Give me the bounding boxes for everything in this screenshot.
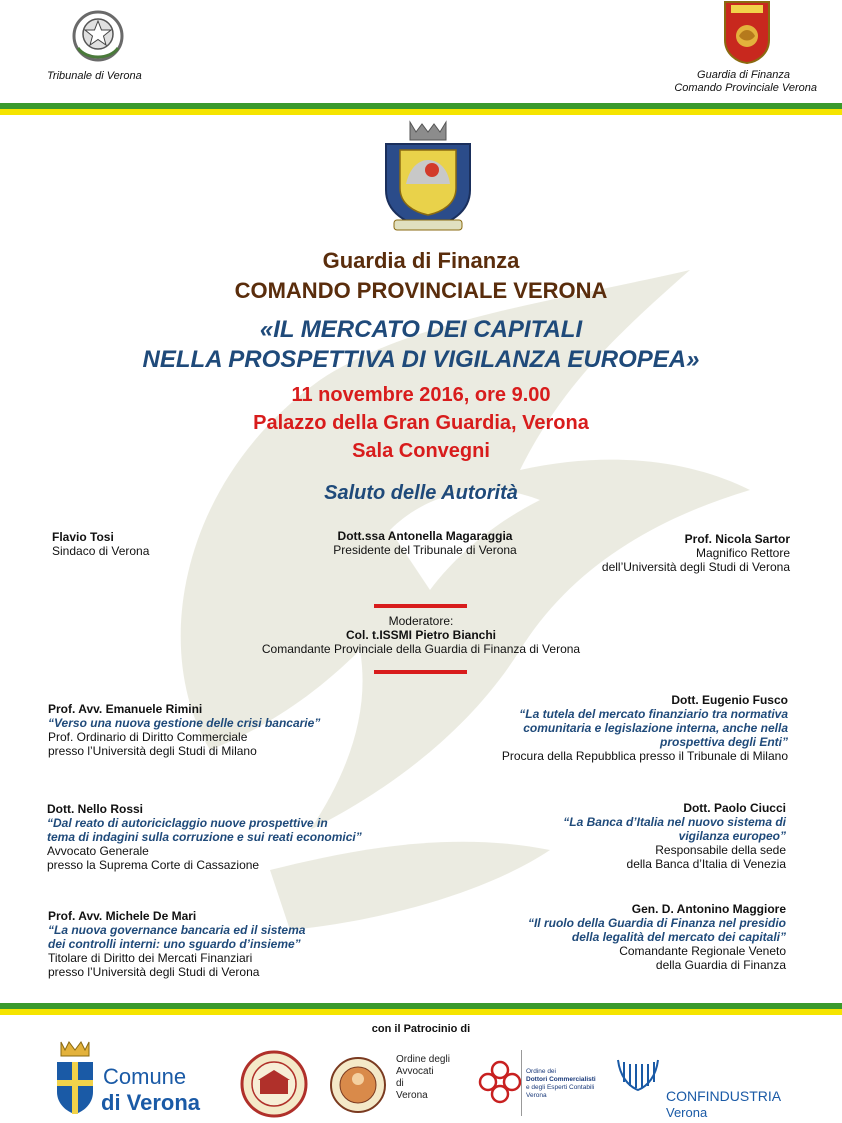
speaker-role: Comandante Regionale Veneto [619, 944, 786, 958]
avvocati-line: Verona [396, 1090, 428, 1101]
event-date: 11 novembre 2016, ore 9.00 [291, 384, 551, 406]
event-title-2: NELLA PROSPETTIVA DI VIGILANZA EUROPEA» [142, 346, 700, 373]
gdf-caption-2: Comando Provinciale Verona [674, 82, 817, 94]
comune-verona-logo [55, 1040, 225, 1118]
speaker-name: Dott. Paolo Ciucci [683, 801, 786, 815]
moderator-block [0, 614, 842, 656]
speaker-talk-title: “La nuova governance bancaria ed il sistema [48, 923, 306, 937]
event-venue: Palazzo della Gran Guardia, Verona [253, 412, 589, 434]
comune-crest-icon [55, 1040, 95, 1116]
authority-name: Flavio Tosi [52, 530, 114, 544]
republic-emblem [72, 8, 124, 64]
comando-coat-of-arms [380, 120, 476, 234]
moderator-role: Comandante Provinciale della Guardia di Finanza di Verona [261, 642, 581, 656]
speaker-fusco [388, 693, 788, 763]
moderator-name: Col. t.ISSMI Pietro Bianchi [345, 628, 497, 642]
speaker-talk-title: “Il ruolo della Guardia di Finanza nel presidio [527, 916, 786, 930]
ordine-avvocati-logo [330, 1052, 450, 1118]
dottori-divider [521, 1050, 522, 1116]
moderator-bottom-divider [374, 670, 467, 674]
greetings-heading: Saluto delle Autorità [324, 482, 518, 504]
avvocati-line: Avvocati [396, 1066, 434, 1077]
speaker-role: Prof. Ordinario di Diritto Commerciale [48, 730, 248, 744]
university-seal [240, 1050, 308, 1118]
speaker-talk-title: “La tutela del mercato finanziario tra normativa [519, 707, 788, 721]
speaker-role: Procura della Repubblica presso il Tribunale di Milano [501, 749, 788, 763]
authority-name: Dott.ssa Antonella Magaraggia [337, 529, 513, 543]
speaker-talk-title: comunitaria e legislazione interna, anche nella [523, 721, 788, 735]
speaker-talk-title: “Verso una nuova gestione delle crisi bancarie” [48, 716, 321, 730]
speaker-rimini [48, 702, 408, 758]
gdf-caption-1: Guardia di Finanza [697, 69, 790, 81]
event-room: Sala Convegni [352, 440, 490, 462]
speaker-talk-title: tema di indagini sulla corruzione e sui reati economici” [47, 830, 362, 844]
dottori-commercialisti-logo [478, 1050, 603, 1116]
authority-role: dell’Università degli Studi di Verona [601, 560, 790, 574]
authority-magaraggia [300, 529, 550, 557]
dottori-text [526, 1068, 596, 1100]
gdf-crest [723, 0, 771, 64]
confindustria-city: Verona [666, 1105, 708, 1120]
comune-label-2: di Verona [101, 1090, 201, 1115]
speaker-ciucci [386, 801, 786, 871]
dottori-line: Ordine dei [526, 1068, 556, 1075]
watermark-emblem [90, 230, 790, 990]
confindustria-label: CONFINDUSTRIA [666, 1088, 782, 1104]
speaker-maggiore [386, 902, 786, 972]
authority-role: Magnifico Rettore [695, 546, 790, 560]
speaker-name: Dott. Eugenio Fusco [671, 693, 788, 707]
patronage-label: con il Patrocinio di [371, 1023, 471, 1035]
speaker-role: della Guardia di Finanza [655, 958, 786, 972]
authority-tosi [52, 530, 149, 558]
speaker-role: della Banca d’Italia di Venezia [626, 857, 786, 871]
speaker-talk-title: prospettiva degli Enti” [659, 735, 788, 749]
moderator-top-divider [374, 604, 467, 608]
avvocati-text [396, 1054, 450, 1102]
speaker-role: presso l’Università degli Studi di Verona [48, 965, 260, 979]
dottori-knot-icon [478, 1060, 522, 1104]
avvocati-line: Ordine degli [396, 1054, 450, 1065]
bottom-stripe [0, 1003, 842, 1015]
speaker-role: presso l’Università degli Studi di Milano [48, 744, 257, 758]
authority-sartor [602, 532, 790, 574]
speaker-role: Responsabile della sede [655, 843, 786, 857]
authority-role: Presidente del Tribunale di Verona [333, 543, 517, 557]
top-stripe [0, 103, 842, 115]
speaker-role: presso la Suprema Corte di Cassazione [47, 858, 260, 872]
speaker-talk-title: vigilanza europeo” [678, 829, 786, 843]
title-line1: Guardia di Finanza [322, 248, 520, 273]
speaker-name: Dott. Nello Rossi [47, 802, 144, 816]
speaker-de-mari [48, 909, 408, 979]
tribunale-caption: Tribunale di Verona [47, 70, 142, 82]
speaker-role: Avvocato Generale [47, 844, 149, 858]
moderator-label: Moderatore: [388, 614, 454, 628]
speaker-talk-title: “La Banca d’Italia nel nuovo sistema di [563, 815, 786, 829]
speaker-talk-title: “Dal reato di autoriciclaggio nuove prospettive in [47, 816, 328, 830]
speaker-name: Gen. D. Antonino Maggiore [631, 902, 786, 916]
dottori-line: Dottori Commercialisti [526, 1076, 596, 1083]
dottori-line: e degli Esperti Contabili [526, 1084, 595, 1091]
event-title-1: «IL MERCATO DEI CAPITALI [259, 316, 583, 343]
speaker-role: Titolare di Diritto dei Mercati Finanziari [48, 951, 253, 965]
speaker-name: Prof. Avv. Emanuele Rimini [48, 702, 203, 716]
speaker-talk-title: della legalità del mercato dei capitali” [571, 930, 786, 944]
speaker-name: Prof. Avv. Michele De Mari [48, 909, 197, 923]
confindustria-logo [614, 1056, 794, 1120]
authority-role: Sindaco di Verona [52, 544, 150, 558]
avvocati-line: di [396, 1078, 404, 1089]
confindustria-eagle-icon [614, 1056, 662, 1098]
dottori-line: Verona [526, 1092, 547, 1099]
authority-name: Prof. Nicola Sartor [684, 532, 790, 546]
avvocati-seal-icon [330, 1054, 386, 1116]
comune-label-1: Comune [103, 1064, 187, 1089]
speaker-talk-title: dei controlli interni: uno sguardo d’insieme” [48, 937, 301, 951]
title-line2: COMANDO PROVINCIALE VERONA [234, 278, 608, 303]
